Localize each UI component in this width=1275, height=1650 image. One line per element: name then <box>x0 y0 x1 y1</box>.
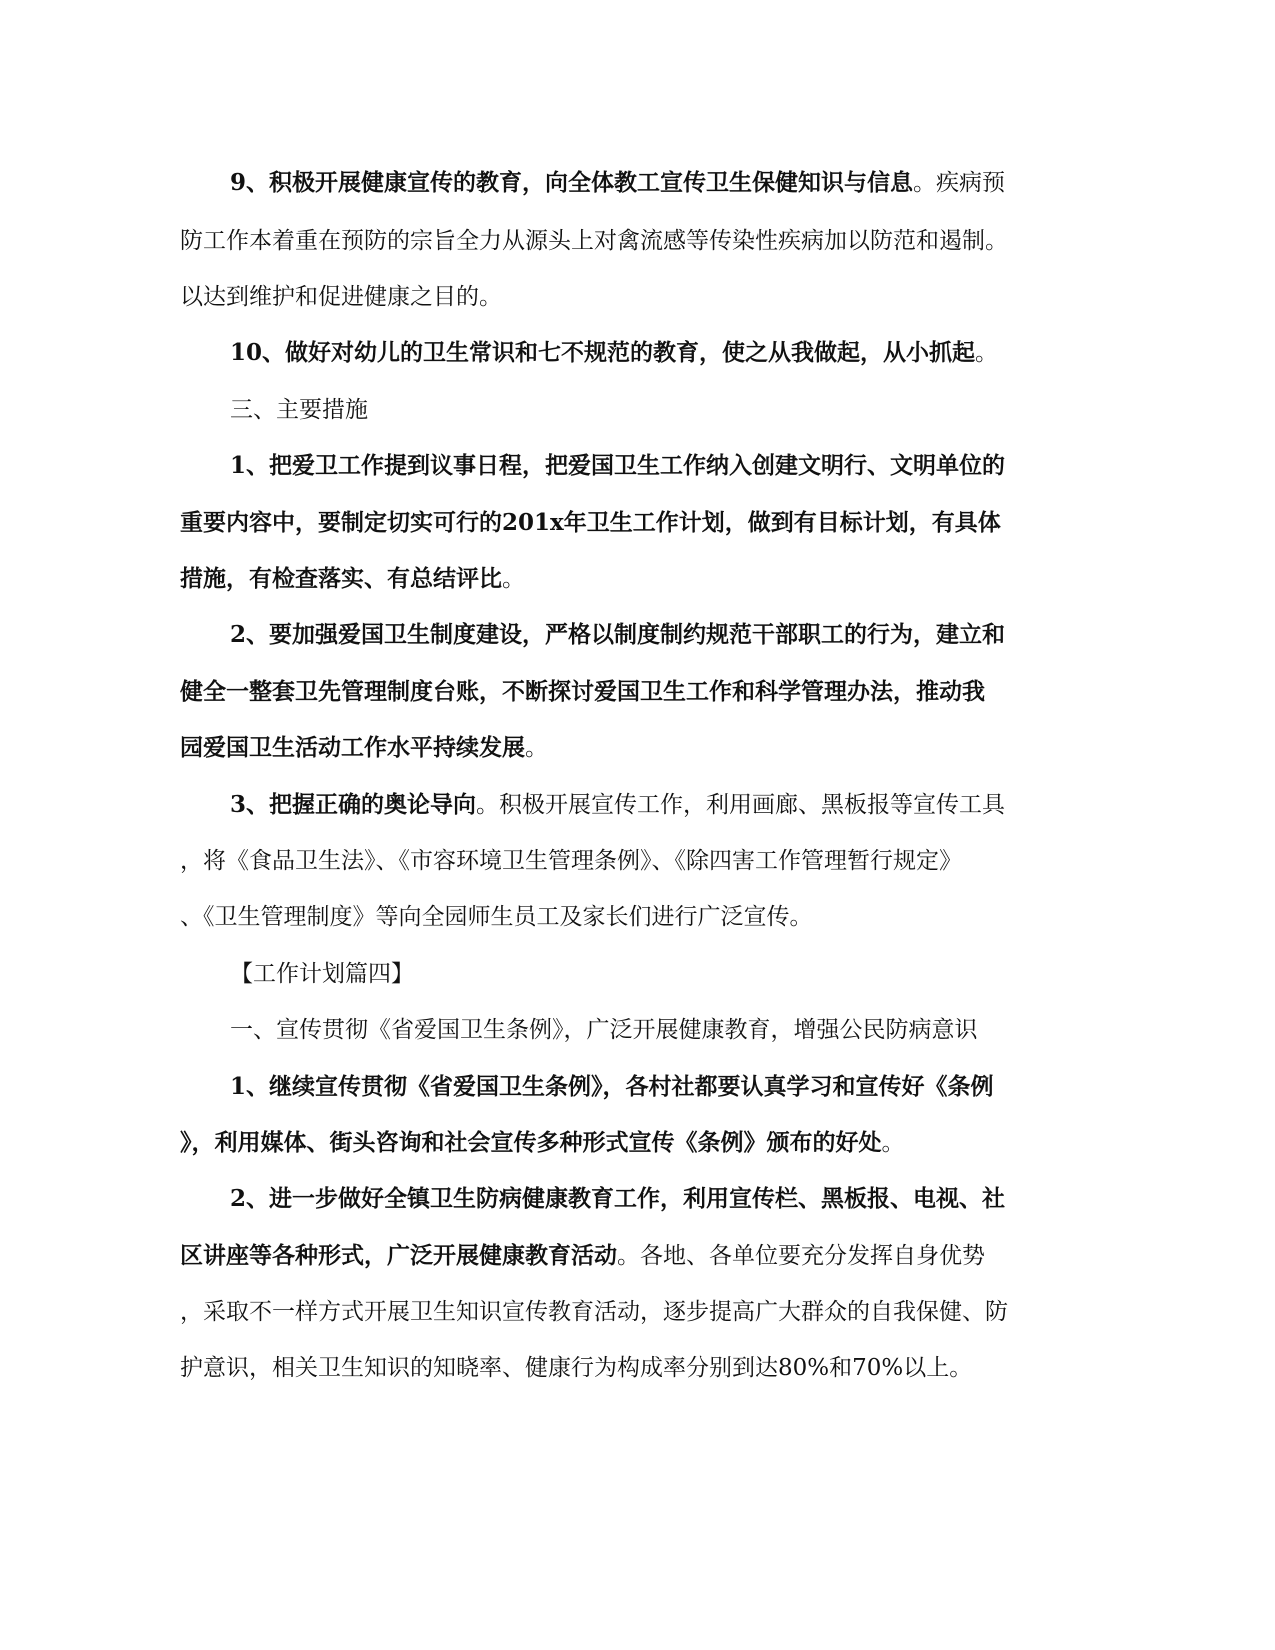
text-span: 。 <box>502 566 525 592</box>
text-span: 一、宣传贯彻《省爱国卫生条例》，广泛开展健康教育，增强公民防病意识 <box>230 1017 978 1043</box>
text-span: 。疾病预 <box>913 170 1006 196</box>
text-line <box>180 508 1001 538</box>
text-line <box>180 733 548 763</box>
text-span: ，将《食品卫生法》、《市容环境卫生管理条例》、《除四害工作管理暂行规定》 <box>180 848 962 874</box>
text-span-bold: 1、把爱卫工作提到议事日程，把爱国卫生工作纳入创建文明行、文明单位的 <box>230 452 1006 479</box>
text-line <box>230 790 1005 820</box>
text-span-bold: 3、把握正确的奥论导向 <box>230 791 477 818</box>
text-span: 三、主要措施 <box>230 397 368 423</box>
text-line <box>180 1241 985 1271</box>
text-line <box>180 282 502 312</box>
section-heading <box>230 959 414 989</box>
text-span-bold: 2、进一步做好全镇卫生防病健康教育工作，利用宣传栏、黑板报、电视、社 <box>230 1185 1006 1212</box>
text-span-bold: 10、做好对幼儿的卫生常识和七不规范的教育，使之从我做起，从小抓起 <box>230 339 976 366</box>
text-line <box>180 677 985 707</box>
text-span: 。积极开展宣传工作，利用画廊、黑板报等宣传工具 <box>476 792 1006 818</box>
text-span: 。 <box>881 1130 905 1156</box>
text-span-bold: 园爱国卫生活动工作水平持续发展 <box>180 734 525 761</box>
text-line <box>180 846 962 876</box>
text-span-bold: 2、要加强爱国卫生制度建设，严格以制度制约规范干部职工的行为，建立和 <box>230 621 1006 648</box>
text-span: 以达到维护和促进健康之目的。 <box>180 284 502 310</box>
text-line <box>230 620 1005 650</box>
text-span: 。 <box>525 735 548 761</box>
text-span: 防工作本着重在预防的宗旨全力从源头上对禽流感等传染性疾病加以防范和遏制。 <box>180 228 1008 254</box>
text-line <box>230 168 1005 198</box>
text-span: 护意识，相关卫生知识的知晓率、健康行为构成率分别到达80%和70%以上。 <box>180 1355 973 1381</box>
text-span-bold: 重要内容中，要制定切实可行的201x年卫生工作计划，做到有目标计划，有具体 <box>180 509 1001 536</box>
text-span: ，采取不一样方式开展卫生知识宣传教育活动，逐步提高广大群众的自我保健、防 <box>180 1299 1008 1325</box>
text-line <box>180 1297 1008 1327</box>
text-span-bold: 》，利用媒体、街头咨询和社会宣传多种形式宣传《条例》颁布的好处 <box>180 1129 882 1156</box>
text-span: 、《卫生管理制度》等向全园师生员工及家长们进行广泛宣传。 <box>180 904 813 930</box>
text-span: 【工作计划篇四】 <box>230 961 414 987</box>
text-span-bold: 措施，有检查落实、有总结评比 <box>180 565 502 592</box>
text-span: 。 <box>975 340 999 366</box>
text-line <box>180 1353 972 1383</box>
text-line <box>230 338 998 368</box>
section-heading <box>230 395 368 425</box>
text-line <box>230 1072 994 1102</box>
text-span-bold: 区讲座等各种形式，广泛开展健康教育活动 <box>180 1242 617 1269</box>
text-span: 。各地、各单位要充分发挥自身优势 <box>617 1243 985 1269</box>
text-span-bold: 健全一整套卫先管理制度台账，不断探讨爱国卫生工作和科学管理办法，推动我 <box>180 678 985 705</box>
text-line <box>230 1184 1005 1214</box>
text-span-bold: 1、继续宣传贯彻《省爱国卫生条例》，各村社都要认真学习和宣传好《条例 <box>230 1073 994 1100</box>
section-heading <box>230 1015 978 1045</box>
text-line <box>230 451 1005 481</box>
text-span-bold: 9、积极开展健康宣传的教育，向全体教工宣传卫生保健知识与信息 <box>230 169 914 196</box>
text-line <box>180 226 1008 256</box>
text-line <box>180 1128 905 1158</box>
text-line <box>180 902 813 932</box>
text-line <box>180 564 525 594</box>
